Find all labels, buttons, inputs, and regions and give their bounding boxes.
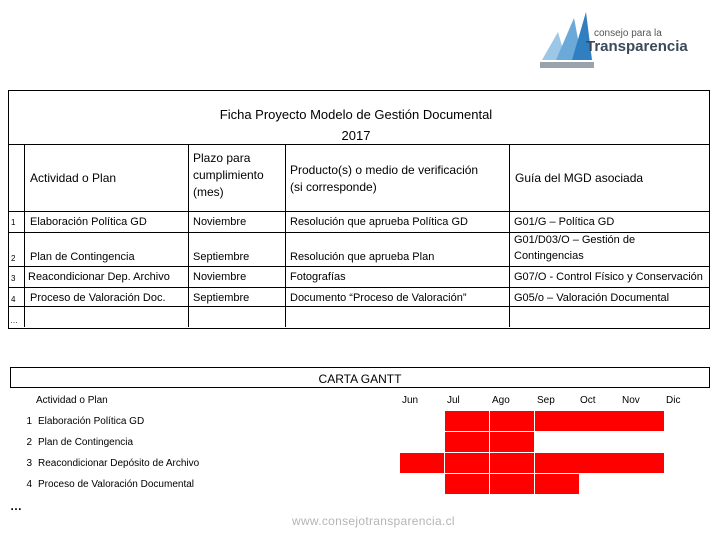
row-number: 4 — [11, 295, 16, 304]
row-number: 2 — [11, 254, 16, 263]
grid-line — [8, 232, 710, 233]
gantt-header-label: Actividad o Plan — [36, 395, 108, 406]
row-actividad: Proceso de Valoración Doc. — [30, 292, 166, 304]
gantt-bar-cell — [490, 453, 534, 473]
gantt-title: CARTA GANTT — [318, 372, 402, 386]
gantt-month: Ago — [492, 395, 510, 406]
gantt-bar-cell — [400, 453, 444, 473]
gantt-row-number: 4 — [26, 479, 32, 490]
gantt-bar-cell — [620, 453, 664, 473]
gantt-bar-cell — [578, 411, 622, 431]
gantt-month: Dic — [666, 395, 681, 406]
row-guia: G07/O - Control Físico y Conservación — [514, 271, 703, 283]
gantt-row-number: 3 — [26, 458, 32, 469]
gantt-row-number: 2 — [26, 437, 32, 448]
gantt-month: Sep — [537, 395, 555, 406]
logo-text-top: consejo para la — [594, 28, 662, 39]
gantt-bar-cell — [535, 411, 579, 431]
row-plazo: Septiembre — [193, 292, 250, 304]
ficha-title-line1: Ficha Proyecto Modelo de Gestión Documental — [219, 107, 493, 122]
grid-line — [8, 211, 710, 212]
logo-text-main: Transparencia — [586, 38, 688, 55]
gantt-row-label: Proceso de Valoración Documental — [38, 479, 195, 490]
header-producto — [290, 162, 478, 196]
grid-line — [509, 144, 510, 327]
row-number: 1 — [11, 218, 16, 227]
gantt-month: Jul — [447, 395, 460, 406]
grid-line — [8, 306, 710, 307]
row-guia-line1: G01/D03/O – Gestión de — [514, 234, 636, 246]
gantt-bar-cell — [578, 453, 622, 473]
header-plazo-line3: (mes) — [193, 185, 224, 199]
row-plazo: Septiembre — [193, 251, 250, 263]
header-guia: Guía del MGD asociada — [515, 171, 644, 185]
row-actividad: Plan de Contingencia — [30, 251, 135, 263]
gantt-line — [10, 387, 710, 388]
row-number: 3 — [11, 274, 16, 283]
grid-line — [8, 144, 710, 145]
grid-line — [188, 144, 189, 327]
footer-url: www.consejotransparencia.cl — [292, 514, 455, 528]
row-guia — [514, 234, 684, 263]
row-producto: Resolución que aprueba Plan — [290, 251, 435, 263]
header-plazo-line2: cumplimiento — [193, 168, 264, 182]
gantt-bar-cell — [535, 453, 579, 473]
gantt-line — [10, 367, 11, 387]
gantt-row-number: 1 — [26, 416, 32, 427]
grid-line — [8, 287, 710, 288]
header-producto-line2: (si corresponde) — [290, 180, 377, 194]
grid-line — [8, 266, 710, 267]
row-plazo: Noviembre — [193, 216, 247, 228]
gantt-bar-cell — [620, 411, 664, 431]
header-producto-line1: Producto(s) o medio de verificación — [290, 163, 479, 177]
gantt-bar-cell — [445, 432, 489, 452]
grid-line — [24, 144, 25, 327]
header-plazo — [193, 150, 281, 201]
gantt-month: Nov — [622, 395, 640, 406]
row-actividad: Reacondicionar Dep. Archivo — [28, 271, 170, 283]
gantt-month: Oct — [580, 395, 596, 406]
row-actividad: Elaboración Política GD — [30, 216, 147, 228]
gantt-line — [709, 367, 710, 387]
gantt-bar-cell — [490, 432, 534, 452]
header-plazo-word1: Plazo para — [193, 151, 251, 165]
gantt-row-label: Reacondicionar Depósito de Archivo — [38, 458, 200, 469]
gantt-ellipsis: … — [10, 499, 22, 513]
grid-line — [285, 144, 286, 327]
row-guia: G01/G – Política GD — [514, 216, 615, 228]
gantt-row-label: Elaboración Política GD — [38, 416, 145, 427]
gantt-bar-cell — [445, 453, 489, 473]
row-plazo: Noviembre — [193, 271, 247, 283]
row-guia-line2: Contingencias — [514, 250, 584, 262]
ficha-title — [6, 104, 706, 146]
gantt-bar-cell — [535, 474, 579, 494]
row-producto: Resolución que aprueba Política GD — [290, 216, 468, 228]
gantt-bar-cell — [490, 411, 534, 431]
gantt-row-label: Plan de Contingencia — [38, 437, 134, 448]
row-producto: Documento “Proceso de Valoración” — [290, 292, 467, 304]
gantt-bar-cell — [445, 411, 489, 431]
gantt-line — [10, 367, 710, 368]
ficha-title-line2: 2017 — [341, 128, 371, 143]
ficha-ellipsis: … — [10, 316, 18, 325]
gantt-month: Jun — [402, 395, 419, 406]
gantt-bar-cell — [490, 474, 534, 494]
row-guia: G05/o – Valoración Documental — [514, 292, 670, 304]
gantt-bar-cell — [445, 474, 489, 494]
row-producto: Fotografías — [290, 271, 346, 283]
header-actividad: Actividad o Plan — [30, 171, 117, 185]
